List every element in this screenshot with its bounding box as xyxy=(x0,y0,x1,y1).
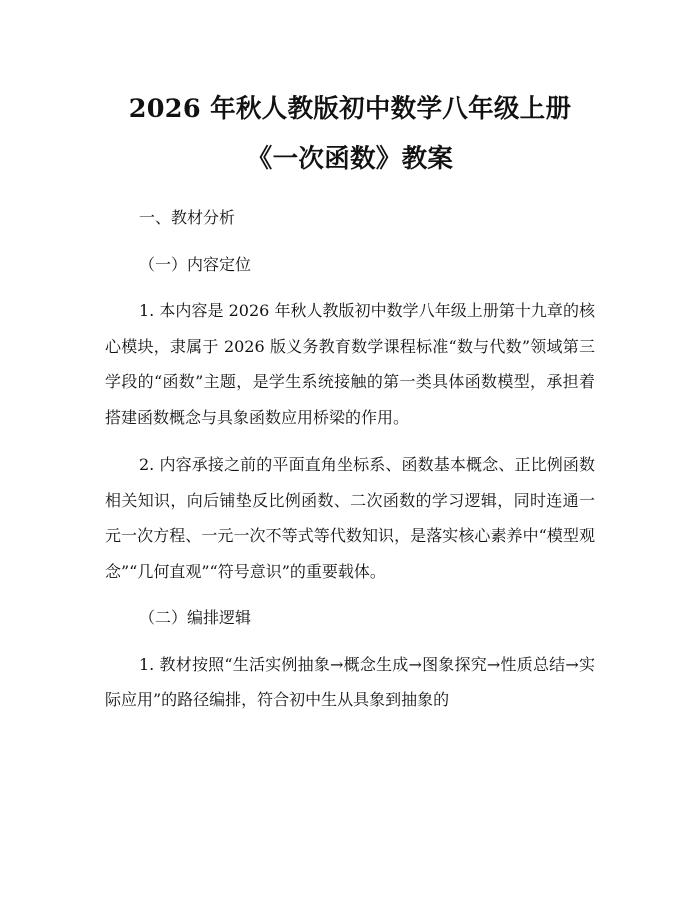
document-title: 2026 年秋人教版初中数学八年级上册《一次函数》教案 xyxy=(128,94,572,174)
paragraph-content-positioning-1: 1. 本内容是 2026 年秋人教版初中数学八年级上册第十九章的核心模块，隶属于 2026 版义务教育数学课程标准“数与代数”领域第三学段的“函数”主题，是学生系统接触的第一类具体函数模型，承担着搭建函数概念与具象函数应用桥梁的作用。 xyxy=(105,301,595,427)
paragraph-arrangement-logic-1: 1. 教材按照“生活实例抽象→概念生成→图象探究→性质总结→实际应用”的路径编排，符合初中生从具象到抽象的 xyxy=(105,654,595,709)
section-heading-textbook-analysis: 一、教材分析 xyxy=(139,208,236,227)
subsection-heading-content-positioning: （一）内容定位 xyxy=(139,254,252,274)
subsection-heading-arrangement-logic: （二）编排逻辑 xyxy=(139,608,252,627)
paragraph-content-positioning-2: 2. 内容承接之前的平面直角坐标系、函数基本概念、正比例函数相关知识，向后铺垫反比例函数、二次函数的学习逻辑，同时连通一元一次方程、一元一次不等式等代数知识，是落实核心素养中“模型观念”“几何直观”“符号意识”的重要载体。 xyxy=(105,455,595,581)
